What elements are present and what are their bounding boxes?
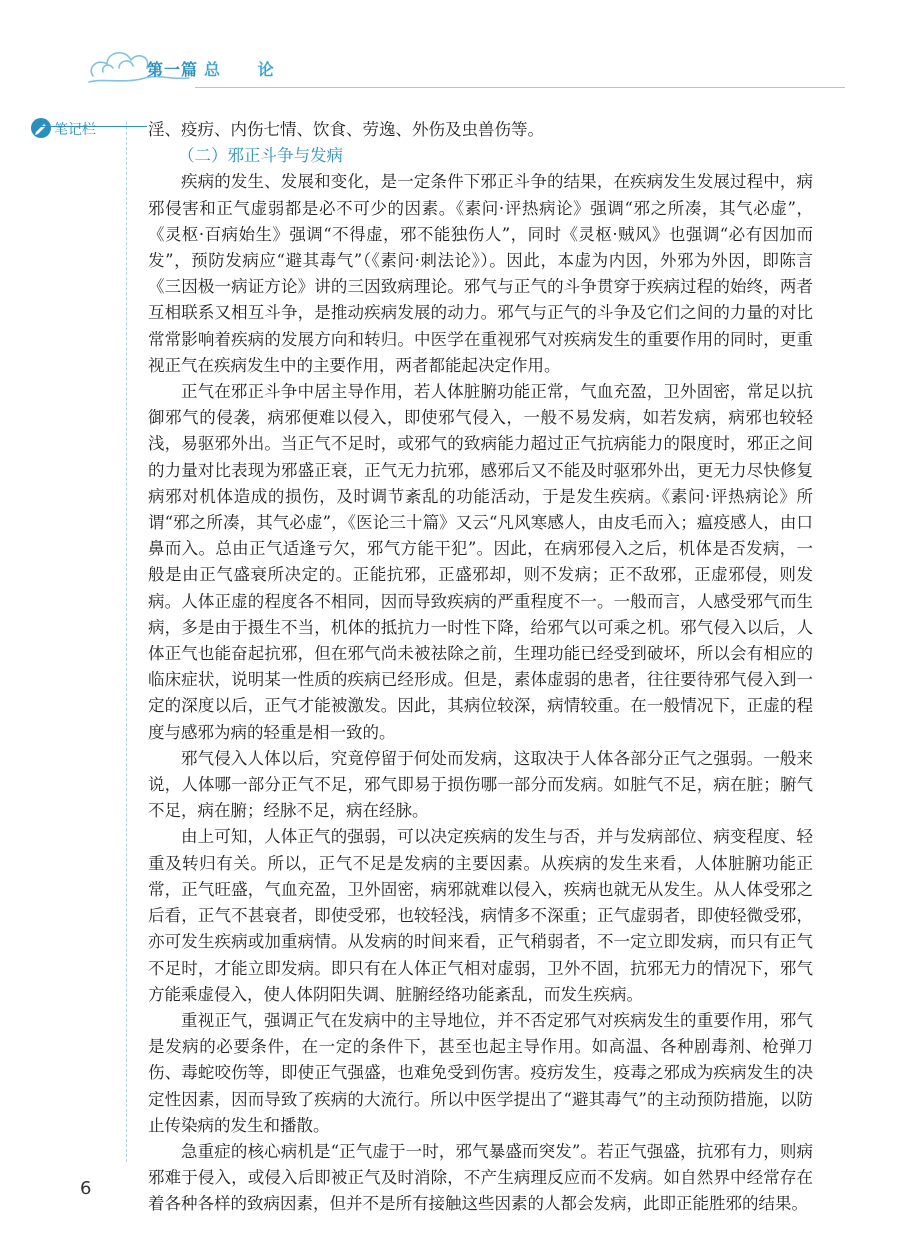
- intro-line: 淫、疫疠、内伤七情、饮食、劳逸、外伤及虫兽伤等。: [148, 120, 544, 139]
- page-number: 6: [80, 1178, 92, 1199]
- paragraph: 重视正气，强调正气在发病中的主导地位，并不否定邪气对疾病发生的重要作用，邪气是发病的必要条件，在一定的条件下，甚至也起主导作用。如高温、各种剧毒剂、枪弹刀伤、毒蛇咬伤等，即使正气强盛，也难免受到伤害。疫疠发生，疫毒之邪成为疾病发生的决定性因素，因而导致了疾病的大流行。所以中医学提出了“避其毒气”的主动预防措施，以防止传染病的发生和播散。: [148, 1010, 813, 1135]
- notes-column-divider: [126, 122, 127, 1162]
- paragraph: 正气在邪正斗争中居主导作用，若人体脏腑功能正常，气血充盈，卫外固密，常足以抗御邪气的侵袭，病邪便难以侵入，即使邪气侵入，一般不易发病，如若发病，病邪也较轻浅，易驱邪外出。当正气不足时，或邪气的致病能力超过正气抗病能力的限度时，邪正之间的力量对比表现为邪盛正衰，正气无力抗邪，感邪后又不能及时驱邪外出，更无力尽快修复病邪对机体造成的损伤，及时调节紊乱的功能活动，于是发生疾病。《素问·评热病论》所谓“邪之所凑，其气必虚”，《医论三十篇》又云“凡风寒感人，由皮毛而入；瘟疫感人，由口鼻而入。总由正气适逢亏欠，邪气方能干犯”。因此，在病邪侵入之后，机体是否发病，一般是由正气盛衰所决定的。正能抗邪，正盛邪却，则不发病；正不敌邪，正虚邪侵，则发病。人体正虚的程度各不相同，因而导致疾病的严重程度不一。一般而言，人感受邪气而生病，多是由于摄生不当，机体的抵抗力一时性下降，给邪气以可乘之机。邪气侵入以后，人体正气也能奋起抗邪，但在邪气尚未被祛除之前，生理功能已经受到破坏，所以会有相应的临床症状，说明某一性质的疾病已经形成。但是，素体虚弱的患者，往往要待邪气侵入到一定的深度以后，正气才能被激发。因此，其病位较深，病情较重。在一般情况下，正虚的程度与感邪为病的轻重是相一致的。: [148, 382, 813, 742]
- page-header: [85, 38, 845, 98]
- section-heading: （二）邪正斗争与发病: [178, 146, 343, 166]
- paragraph: 邪气侵入人体以后，究竟停留于何处而发病，这取决于人体各部分正气之强弱。一般来说，人体哪一部分正气不足，邪气即易于损伤哪一部分而发病。如脏气不足，病在脏；腑气不足，病在腑；经脉不足，病在经脉。: [148, 748, 813, 821]
- notes-label: 笔记栏: [54, 122, 96, 138]
- paragraph: 急重症的核心病机是“正气虚于一时，邪气暴盛而突发”。若正气强盛，抗邪有力，则病邪难于侵入，或侵入后即被正气及时消除，不产生病理反应而不发病。如自然界中经常存在着各种各样的致病因素，但并不是所有接触这些因素的人都会发病，此即正能胜邪的结果。: [148, 1141, 813, 1214]
- header-divider: [195, 87, 845, 88]
- chapter-heading: [147, 57, 290, 80]
- notes-underline: [32, 126, 147, 127]
- main-content: [148, 117, 813, 1218]
- chapter-title: 总 论: [204, 60, 290, 79]
- chapter-label: 第一篇: [147, 60, 199, 79]
- pencil-note-icon: [30, 117, 52, 139]
- paragraph: 由上可知，人体正气的强弱，可以决定疾病的发生与否，并与发病部位、病变程度、轻重及转归有关。所以，正气不足是发病的主要因素。从疾病的发生来看，人体脏腑功能正常，正气旺盛，气血充盈，卫外固密，病邪就难以侵入，疾病也就无从发生。从人体受邪之后看，正气不甚衰者，即使受邪，也较轻浅，病情多不深重；正气虚弱者，即使轻微受邪，亦可发生疾病或加重病情。从发病的时间来看，正气稍弱者，不一定立即发病，而只有正气不足时，才能立即发病。即只有在人体正气相对虚弱，卫外不固，抗邪无力的情况下，邪气方能乘虚侵入，使人体阴阳失调、脏腑经络功能紊乱，而发生疾病。: [148, 827, 813, 1004]
- paragraph: 疾病的发生、发展和变化，是一定条件下邪正斗争的结果，在疾病发生发展过程中，病邪侵害和正气虚弱都是必不可少的因素。《素问·评热病论》强调“邪之所凑，其气必虚”，《灵枢·百病始生》强调“不得虚，邪不能独伤人”，同时《灵枢·贼风》也强调“必有因加而发”，预防发病应“避其毒气”（《素问·刺法论》）。因此，本虚为内因，外邪为外因，即陈言《三因极一病证方论》讲的三因致病理论。邪气与正气的斗争贯穿于疾病过程的始终，两者互相联系又相互斗争，是推动疾病发展的动力。邪气与正气的斗争及它们之间的力量的对比常常影响着疾病的发展方向和转归。中医学在重视邪气对疾病发生的重要作用的同时，更重视正气在疾病发生中的主要作用，两者都能起决定作用。: [148, 172, 813, 375]
